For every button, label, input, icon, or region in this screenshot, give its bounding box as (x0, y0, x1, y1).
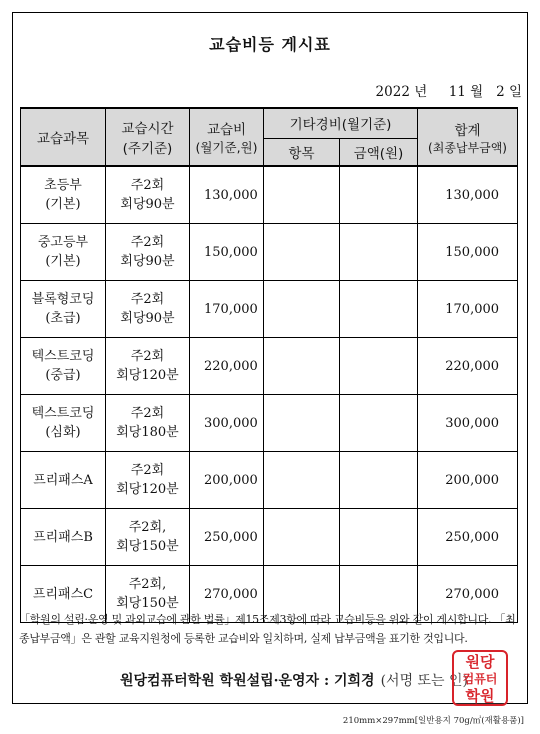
header-fee: 교습비 (월기준,원) (190, 108, 264, 166)
table-row (21, 509, 518, 566)
course-text: (초급) (45, 311, 81, 326)
course-cell (21, 509, 106, 566)
fee-text: 220,000 (204, 358, 258, 374)
time-text: 회당120분 (116, 482, 179, 497)
total-cell (418, 224, 518, 281)
table-row (21, 395, 518, 452)
fee-text: 170,000 (204, 301, 258, 317)
item-cell (264, 395, 340, 452)
legal-notice: 「학원의 설립·운영 및 과외교습에 관한 법률」제15조제3항에 따라 교습비등을 위와 같이 게시합니다. 「최종납부금액」은 관할 교육지원청에 등록한 교습비와 일치하며, 실제 납부금액을 표기한 것입니다. (19, 613, 516, 645)
course-text: 텍스트코딩 (31, 406, 95, 421)
course-text: 중고등부 (37, 235, 89, 250)
header-other-expenses: 기타경비(월기준) (264, 108, 418, 138)
course-text: 프리패스A (33, 472, 93, 488)
course-text: (기본) (45, 254, 81, 269)
course-text: (기본) (45, 197, 81, 212)
fee-text: 130,000 (204, 187, 258, 203)
amount-cell (340, 281, 418, 338)
time-text: 주2회, (128, 577, 167, 592)
course-cell (21, 452, 106, 509)
header-amount: 금액(원) (340, 138, 418, 166)
course-cell (21, 281, 106, 338)
fee-cell (190, 452, 264, 509)
time-text: 주2회 (130, 178, 165, 193)
amount-cell (340, 395, 418, 452)
time-text: 주2회 (130, 463, 165, 478)
total-text: 270,000 (445, 586, 500, 602)
time-text: 회당120분 (116, 368, 179, 383)
operator-name: 원당컴퓨터학원 학원설립·운영자 : 기희경 (120, 673, 375, 689)
signature-note: (서명 또는 인) (380, 673, 469, 689)
time-text: 주2회 (130, 349, 165, 364)
document-title: 교습비등 게시표 (209, 35, 331, 54)
course-text: 블록형코딩 (31, 292, 95, 307)
amount-cell (340, 166, 418, 224)
time-cell (106, 224, 190, 281)
item-cell (264, 166, 340, 224)
total-cell (418, 281, 518, 338)
total-cell (418, 452, 518, 509)
time-cell (106, 166, 190, 224)
time-cell (106, 452, 190, 509)
time-text: 주2회 (130, 292, 165, 307)
table-row (21, 224, 518, 281)
time-cell (106, 338, 190, 395)
total-cell (418, 166, 518, 224)
item-cell (264, 452, 340, 509)
fee-text: 300,000 (204, 415, 258, 431)
amount-cell (340, 452, 418, 509)
time-cell (106, 395, 190, 452)
total-cell (418, 338, 518, 395)
fee-text: 250,000 (204, 529, 258, 545)
table-row (21, 166, 518, 224)
course-cell (21, 395, 106, 452)
fee-text: 200,000 (204, 472, 258, 488)
time-text: 회당90분 (120, 254, 175, 269)
item-cell (264, 224, 340, 281)
course-cell (21, 224, 106, 281)
header-total: 합계 (최종납부금액) (418, 108, 518, 166)
table-row (21, 452, 518, 509)
paper-spec: 210mm×297mm[일반용지 70g/㎡(재활용품)] (342, 716, 524, 726)
fee-text: 270,000 (204, 586, 258, 602)
total-text: 150,000 (445, 244, 500, 260)
header-item: 항목 (264, 138, 340, 166)
course-text: 초등부 (44, 178, 82, 193)
course-cell (21, 166, 106, 224)
time-text: 회당150분 (116, 539, 179, 554)
fee-cell (190, 395, 264, 452)
fee-table (20, 107, 518, 623)
fee-cell (190, 224, 264, 281)
fee-cell (190, 338, 264, 395)
total-text: 300,000 (445, 415, 500, 431)
item-cell (264, 281, 340, 338)
total-text: 250,000 (445, 529, 500, 545)
header-course: 교습과목 (21, 108, 106, 166)
amount-cell (340, 509, 418, 566)
time-text: 주2회 (130, 235, 165, 250)
fee-text: 150,000 (204, 244, 258, 260)
amount-cell (340, 224, 418, 281)
course-cell (21, 338, 106, 395)
time-text: 회당150분 (116, 596, 179, 611)
item-cell (264, 509, 340, 566)
item-cell (264, 338, 340, 395)
table-row (21, 281, 518, 338)
total-text: 220,000 (445, 358, 500, 374)
time-text: 회당90분 (120, 311, 175, 326)
fee-cell (190, 281, 264, 338)
course-text: 프리패스C (32, 586, 94, 602)
course-text: (중급) (45, 368, 81, 383)
fee-cell (190, 509, 264, 566)
time-text: 주2회 (130, 406, 165, 421)
time-text: 회당90분 (120, 197, 175, 212)
total-text: 170,000 (445, 301, 500, 317)
time-cell (106, 509, 190, 566)
time-text: 주2회, (128, 520, 167, 535)
course-text: (심화) (45, 425, 81, 440)
academy-seal-stamp: 원당 컴퓨터 학원 (452, 650, 508, 706)
fee-cell (190, 166, 264, 224)
operator-signature-line (120, 670, 468, 690)
total-cell (418, 395, 518, 452)
time-text: 회당180분 (116, 425, 179, 440)
course-text: 프리패스B (33, 529, 93, 545)
amount-cell (340, 338, 418, 395)
total-text: 130,000 (445, 187, 500, 203)
posting-date: 2022 년 11 월 2 일 (375, 84, 522, 100)
time-cell (106, 281, 190, 338)
total-text: 200,000 (445, 472, 500, 488)
table-row (21, 338, 518, 395)
total-cell (418, 509, 518, 566)
header-time: 교습시간 (주기준) (106, 108, 190, 166)
course-text: 텍스트코딩 (31, 349, 95, 364)
